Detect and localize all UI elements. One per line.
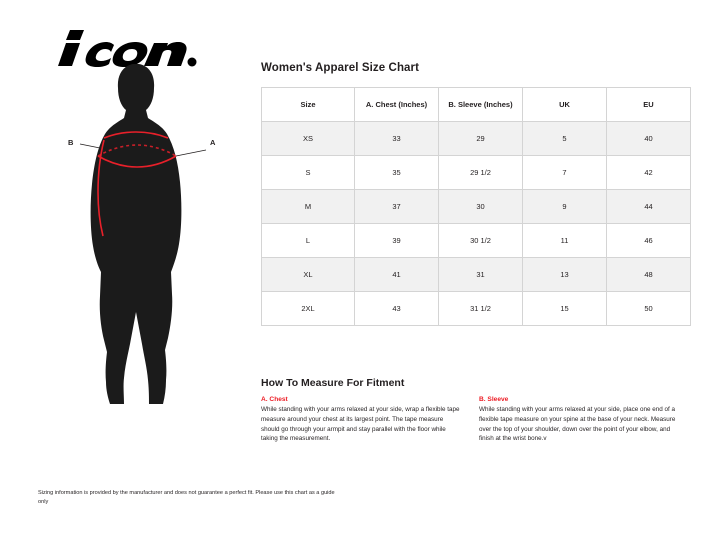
cell-sleeve: 31 (439, 258, 523, 292)
cell-sleeve: 31 1/2 (439, 292, 523, 326)
cell-uk: 9 (523, 190, 607, 224)
cell-uk: 15 (523, 292, 607, 326)
disclaimer-footnote: Sizing information is provided by the manufacturer and does not guarantee a perfect fit. Please use this chart as a guide only (38, 490, 335, 505)
table-row (262, 224, 691, 258)
cell-sleeve: 30 (439, 190, 523, 224)
cell-size: 2XL (262, 292, 355, 326)
cell-chest: 39 (355, 224, 439, 258)
female-figure-illustration (60, 60, 240, 420)
table-row (262, 122, 691, 156)
measure-chest-block (261, 396, 461, 444)
table-row (262, 190, 691, 224)
cell-uk: 5 (523, 122, 607, 156)
cell-chest: 35 (355, 156, 439, 190)
cell-uk: 11 (523, 224, 607, 258)
cell-eu: 44 (607, 190, 691, 224)
page-title: Women's Apparel Size Chart (261, 62, 420, 74)
measure-chest-heading: A. Chest (261, 396, 288, 403)
column-header-size: Size (262, 88, 355, 122)
cell-uk: 13 (523, 258, 607, 292)
column-header-sleeve: B. Sleeve (Inches) (439, 88, 523, 122)
table-row (262, 292, 691, 326)
cell-eu: 48 (607, 258, 691, 292)
table-row (262, 258, 691, 292)
cell-size: XS (262, 122, 355, 156)
cell-eu: 46 (607, 224, 691, 258)
cell-sleeve: 29 (439, 122, 523, 156)
cell-size: M (262, 190, 355, 224)
cell-sleeve: 29 1/2 (439, 156, 523, 190)
cell-chest: 41 (355, 258, 439, 292)
cell-sleeve: 30 1/2 (439, 224, 523, 258)
cell-eu: 42 (607, 156, 691, 190)
measure-chest-text: While standing with your arms relaxed at your side, wrap a flexible tape measure around your chest at its largest point. The tape measure should go through your armpit and stay parallel with the floor while taking the measurement. (261, 406, 460, 443)
table-row (262, 156, 691, 190)
cell-size: XL (262, 258, 355, 292)
callout-label-b: B (68, 138, 74, 147)
column-header-uk: UK (523, 88, 607, 122)
measure-sleeve-block (479, 396, 679, 444)
column-header-chest: A. Chest (Inches) (355, 88, 439, 122)
how-to-measure-title: How To Measure For Fitment (261, 377, 405, 389)
column-header-eu: EU (607, 88, 691, 122)
cell-eu: 40 (607, 122, 691, 156)
callout-label-a: A (210, 138, 216, 147)
cell-chest: 33 (355, 122, 439, 156)
how-to-measure-section (261, 377, 685, 444)
cell-eu: 50 (607, 292, 691, 326)
cell-uk: 7 (523, 156, 607, 190)
measure-sleeve-heading: B. Sleeve (479, 396, 509, 403)
cell-chest: 43 (355, 292, 439, 326)
cell-chest: 37 (355, 190, 439, 224)
measure-sleeve-text: While standing with your arms relaxed at your side, place one end of a flexible tape measure on your spine at the base of your neck. Measure over the top of your shoulder, down over the point of your elbow, and finish at the wrist bone.v (479, 406, 676, 443)
table-header-row (262, 88, 691, 122)
cell-size: S (262, 156, 355, 190)
cell-size: L (262, 224, 355, 258)
size-chart-table (261, 87, 691, 326)
